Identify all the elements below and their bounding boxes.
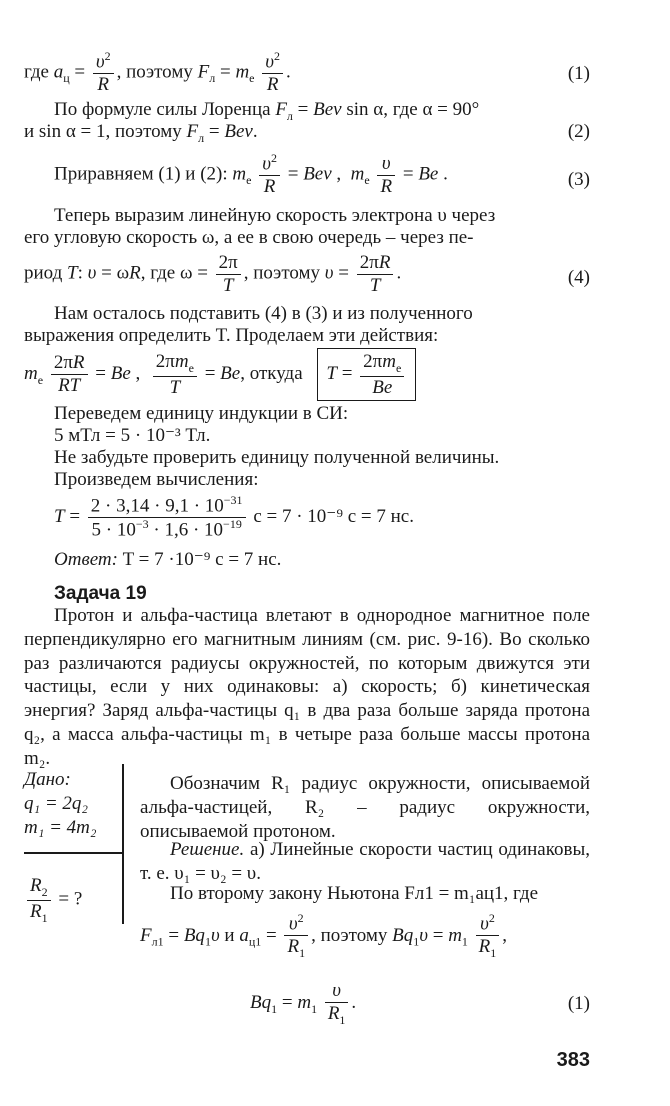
boxed-result-formula: T = $\frac{2\pi m_e}{Be}$ — [317, 348, 416, 401]
problem-heading: Задача 19 — [54, 583, 147, 604]
equation-number-4: (4) — [567, 267, 590, 288]
text-line-13: Не забудьте проверить единицу полученной величины. — [54, 447, 500, 468]
solution-p2: Решение. а) Линейные скорости частиц одинаковы, т. е. υ₁ = υ₂ = υ. — [140, 839, 590, 884]
text-line-14: Произведем вычисления: — [54, 469, 259, 490]
text-line-8: Нам осталось подставить (4) в (3) и из полученного — [54, 303, 473, 324]
given-block: Дано: q₁ = 2q₂ m₁ = 4m₂ $\frac{R_2}{R_1}$ = ? — [24, 768, 120, 925]
calculation-line: T = $\frac{2 \cdot 3,14 \cdot 9,1 \cdot 10^{-31}}{5 \cdot 10^{-3} \cdot 1,6 \cdot 10^{-19}}$ с = 7 · 10⁻⁹ с = 7 нс. — [54, 493, 414, 541]
solution-equation-line: $F_{л1} = Bq_1\upsilon$ и $a_{ц1}$ = $\frac{\upsilon^2}{R_1}$ , поэтому $Bq_1\upsilon = m_1$ $\frac{\upsilon^2}{R_1}$ , — [140, 911, 508, 960]
given-divider-vertical — [122, 764, 124, 924]
page-number: 383 — [556, 1049, 590, 1071]
solution-p3: По второму закону Ньютона Fл1 = m₁aц1, где — [170, 883, 539, 904]
solution-equation-1: $Bq_1 = m_1$ $\frac{\upsilon}{R_1}$ . — [250, 980, 357, 1027]
text-line-12: 5 мТл = 5 · 10⁻³ Тл. — [54, 425, 211, 446]
fraction-v2-over-R: $\frac{\upsilon^2}{R}$ — [93, 50, 114, 96]
derivation-line: $m_e$ $\frac{2\pi R}{RT}$ = Be , $\frac{2\pi m_e}{T}$ = Be, откуда T = $\frac{2\pi m_e}{Be}$ — [24, 348, 590, 401]
text-line-11: Переведем единицу индукции в СИ: — [54, 403, 349, 424]
text-line-5: Теперь выразим линейную скорость электрона υ через — [54, 205, 496, 226]
equation-number-2: (2) — [567, 121, 590, 142]
formula-line-1: где $a_ц$ = $\frac{\upsilon^2}{R}$ , поэтому $F_л = m_e$ $\frac{\upsilon^2}{R}$ . — [24, 49, 291, 96]
equation-number-1: (1) — [567, 63, 590, 84]
period-line: риод T: υ = ωR, где ω = $\frac{2\pi}{T}$ , поэтому υ = $\frac{2\pi R}{T}$ . — [24, 252, 402, 296]
lorentz-line: По формуле силы Лоренца $F_л$ = Bev sin α, где α = 90° — [54, 99, 480, 123]
equate-line: Приравняем (1) и (2): $m_e$ $\frac{\upsilon^2}{R}$ = Bev , $m_e$ $\frac{\upsilon}{R}$ = Be . — [54, 151, 448, 198]
find-expression: $\frac{R_2}{R_1}$ = ? — [24, 875, 120, 925]
text-line-6: его угловую скорость ω, а ее в свою очередь – через пе- — [24, 227, 474, 248]
solution-equation-number-1: (1) — [567, 993, 590, 1014]
given-divider-horizontal — [24, 852, 122, 854]
text-line-9: выражения определить T. Проделаем эти действия: — [24, 325, 439, 346]
equation-number-3: (3) — [567, 169, 590, 190]
solution-p1: Обозначим R₁ радиус окружности, описываемой альфа-частицей, R₂ – радиус окружности, описываемой протоном. — [140, 773, 590, 842]
problem-text: Протон и альфа-частица влетают в однородное магнитное поле перпендикулярно его магнитным линиям (см. рис. 9-16). Во сколько раз различаются радиусы окружностей, по которым движутся эти частицы, если у них одинаковы: а) скорость; б) кинетическая энергия? Заряд альфа-частицы q₁ в два раза больше заряда протона q₂, а масса альфа-частицы m₁ в четыре раза больше массы протона m₂. — [24, 605, 590, 769]
sin-line: и sin α = 1, поэтому $F_л$ = Bev. — [24, 121, 258, 145]
answer-line: Ответ: T = 7 ·10⁻⁹ с = 7 нс. — [54, 549, 282, 570]
